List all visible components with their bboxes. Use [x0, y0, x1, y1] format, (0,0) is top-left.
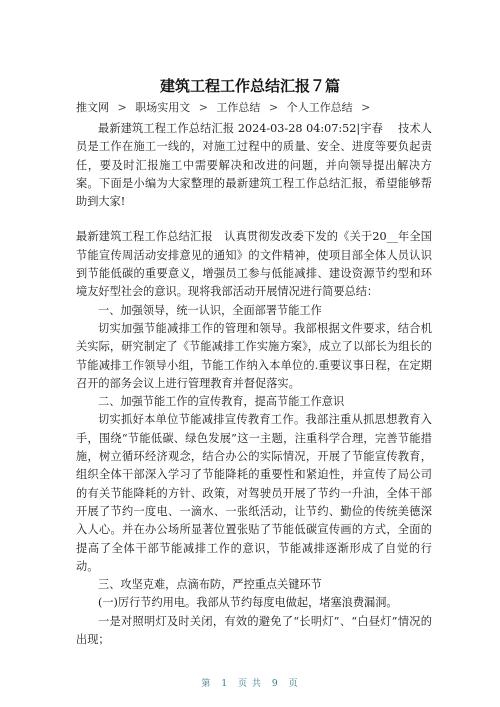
- breadcrumb-separator: >: [117, 101, 127, 114]
- article-paragraph: 切实抓好本单位节能减排宣传教育工作。我部注重从抓思想教育入手，围绕“节能低碳、绿色发展”这一主题，注重科学合理，完善节能措施，树立循环经济观念，结合办公的实际情况，开展了节能宣传教育，组织全体干部深入学习了节能降耗的重要性和紧迫性，并宣传了局公司的有关节能降耗的方针、政策，对驾驶员开展了节约一升油，全体干部开展了节约一度电、一滴水、一张纸活动，让节约、勤俭的传统美德深入人心。并在办公场所显著位置张贴了节能低碳宣传画的方式，全面的提高了全体干部节能减排工作的意识，节能减排逐渐形成了自觉的行动。: [76, 413, 432, 573]
- article-paragraph: 最新建筑工程工作总结汇报 认真贯彻发改委下发的《关于20__年全国节能宣传周活动安排意见的通知》的文件精神，使项目部全体人员认识到节能低碳的重要意义，增强员工参与低能减排、建设资源节约型和环境友好型社会的意识。现将我部活动开展情况进行简要总结：: [76, 230, 432, 299]
- breadcrumb-item-work-summary[interactable]: 工作总结: [216, 101, 261, 114]
- article-paragraph: (一)厉行节约用电。我部从节约每度电做起，堵塞浪费漏洞。: [98, 596, 398, 610]
- page-title: 建筑工程工作总结汇报７篇: [159, 77, 340, 95]
- breadcrumb-item-home[interactable]: 推文网: [76, 101, 109, 114]
- article-body: [76, 120, 432, 649]
- page-number-footer: 第 1 页 共 9 页: [201, 679, 299, 689]
- breadcrumb-separator: >: [361, 101, 371, 114]
- section-heading-3: 三、攻坚克难，点滴布防，严控重点关键环节: [98, 578, 322, 592]
- breadcrumb-separator: >: [198, 101, 208, 114]
- intro-paragraph: 最新建筑工程工作总结汇报 2024-03-28 04:07:52|宇春 技术人员是工作在施工一线的，对施工过程中的质量、安全、进度等要负起责任，要及时汇报施工中需要解决和改进的问题，并向领导提出解决方案。下面是小编为大家整理的最新建筑工程工作总结汇报，希望能够帮助到大家!: [76, 122, 432, 209]
- breadcrumb-item-workplace[interactable]: 职场实用文: [135, 101, 191, 114]
- breadcrumb: [76, 99, 440, 117]
- section-heading-2: 二、加强节能工作的宣传教育，提高节能工作意识: [98, 395, 345, 409]
- breadcrumb-separator: >: [268, 101, 279, 114]
- article-paragraph: 切实加强节能减排工作的管理和领导。我部根据文件要求，结合机关实际，研究制定了《节能减排工作实施方案》，成立了以部长为组长的节能减排工作领导小组，节能工作纳入本单位的.重要议事日程，在定期召开的部务会议上进行管理教育并督促落实。: [76, 321, 432, 390]
- section-heading-1: 一、加强领导，统一认识，全面部署节能工作: [98, 303, 322, 317]
- breadcrumb-item-personal-summary[interactable]: 个人工作总结: [286, 101, 353, 114]
- article-paragraph: 一是对照明灯及时关闭，有效的避免了“长明灯”、“白昼灯”情况的出现；: [76, 614, 432, 647]
- paragraph-spacer: [76, 211, 432, 228]
